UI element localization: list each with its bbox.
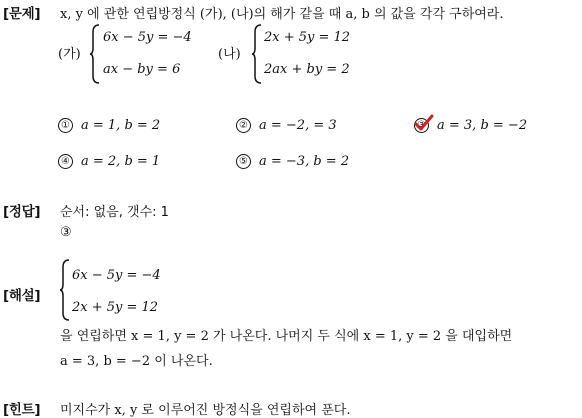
- solution-line2: a = 3, b = −2 이 나온다.: [60, 354, 213, 369]
- choice-text: a = 2, b = 1: [81, 154, 161, 169]
- choice-number: ①: [58, 118, 73, 133]
- system-a-eq1: 6x − 5y = −4: [103, 30, 192, 45]
- choice-text: a = −2, = 3: [259, 118, 337, 133]
- checkmark-icon: [414, 114, 434, 136]
- brace-solution: [60, 259, 68, 321]
- choice-5[interactable]: [236, 154, 349, 169]
- system-b-label: (나): [218, 47, 241, 62]
- answer-text: 순서: 없음, 갯수: 1: [60, 205, 169, 220]
- choice-number: ④: [58, 154, 73, 169]
- choice-4[interactable]: [58, 154, 160, 169]
- choice-number: ⑤: [236, 154, 251, 169]
- problem-statement: x, y 에 관한 연립방정식 (가), (나)의 해가 같을 때 a, b 의 값을 각각 구하여라.: [60, 7, 504, 22]
- solution-eq1: 6x − 5y = −4: [72, 268, 161, 283]
- system-a-eq2: ax − by = 6: [103, 62, 181, 77]
- system-b-eq1: 2x + 5y = 12: [264, 30, 351, 45]
- brace-b: [252, 24, 260, 84]
- problem-tag: [문제]: [3, 6, 41, 22]
- choice-text: a = −3, b = 2: [259, 154, 350, 169]
- choice-number: ③: [414, 118, 429, 133]
- answer-value: ③: [60, 225, 72, 240]
- system-a-label: (가): [58, 47, 81, 62]
- solution-eq2: 2x + 5y = 12: [72, 300, 159, 315]
- choice-number: ②: [236, 118, 251, 133]
- solution-tag: [해설]: [3, 288, 41, 304]
- solution-line1: 을 연립하면 x = 1, y = 2 가 나온다. 나머지 두 식에 x = 1, y = 2 을 대입하면: [60, 329, 513, 344]
- choice-1[interactable]: [58, 118, 160, 133]
- choice-2[interactable]: [236, 118, 337, 133]
- hint-text: 미지수가 x, y 로 이루어진 방정식을 연립하여 푼다.: [60, 403, 351, 418]
- system-b-eq2: 2ax + by = 2: [264, 62, 350, 77]
- choice-text: a = 3, b = −2: [437, 118, 528, 133]
- hint-tag: [힌트]: [3, 402, 41, 418]
- brace-a: [90, 24, 98, 84]
- answer-tag: [정답]: [3, 204, 41, 220]
- choice-text: a = 1, b = 2: [81, 118, 161, 133]
